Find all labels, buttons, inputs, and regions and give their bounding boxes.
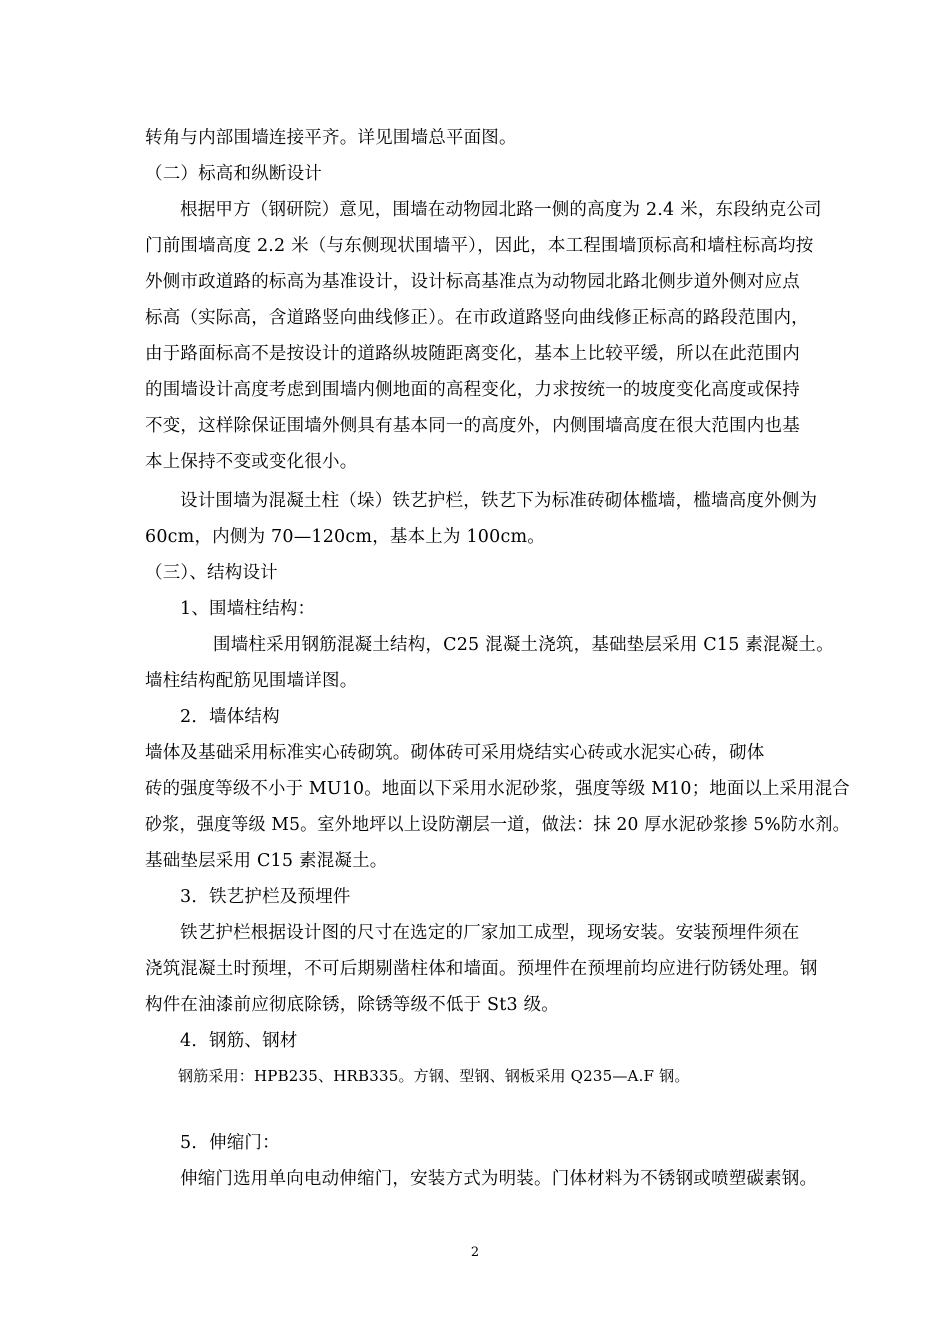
subheading-wall-structure: 2．墙体结构: [180, 707, 280, 727]
text-line: 标高（实际高，含道路竖向曲线修正）。在市政道路竖向曲线修正标高的路段范围内，: [145, 308, 809, 328]
text-line: 设计围墙为混凝土柱（垛）铁艺护栏，铁艺下为标准砖砌体槛墙，槛墙高度外侧为: [180, 491, 818, 511]
text-line: 转角与内部围墙连接平齐。详见围墙总平面图。: [145, 128, 517, 148]
section-heading-elevation: （二）标高和纵断设计: [145, 164, 322, 184]
text-line: 由于路面标高不是按设计的道路纵坡随距离变化，基本上比较平缓，所以在此范围内: [145, 344, 800, 364]
subheading-rebar-steel: 4．钢筋、钢材: [180, 1031, 298, 1051]
text-line: 本上保持不变或变化很小。: [145, 452, 358, 472]
section-heading-structure: （三）、结构设计: [145, 563, 278, 583]
text-line: 外侧市政道路的标高为基准设计，设计标高基准点为动物园北路北侧步道外侧对应点: [145, 272, 800, 292]
text-line: 墙柱结构配筋见围墙详图。: [145, 671, 358, 691]
subheading-column-structure: 1、围墙柱结构：: [180, 599, 316, 619]
text-line: 的围墙设计高度考虑到围墙内侧地面的高程变化，力求按统一的坡度变化高度或保持: [145, 380, 800, 400]
text-line: 浇筑混凝土时预埋，不可后期剔凿柱体和墙面。预埋件在预埋前均应进行防锈处理。钢: [145, 959, 818, 979]
subheading-retractable-gate: 5．伸缩门：: [180, 1133, 280, 1153]
text-line: 铁艺护栏根据设计图的尺寸在选定的厂家加工成型，现场安装。安装预埋件须在: [180, 923, 800, 943]
text-line: 砂浆，强度等级 M5。室外地坪以上设防潮层一道，做法：抹 20 厚水泥砂浆掺 5%防水剂。: [145, 815, 850, 835]
page-number: 2: [470, 1245, 480, 1260]
subheading-iron-railing: 3．铁艺护栏及预埋件: [180, 887, 351, 907]
text-line: 不变，这样除保证围墙外侧具有基本同一的高度外，内侧围墙高度在很大范围内也基: [145, 416, 800, 436]
text-line: 墙体及基础采用标准实心砖砌筑。砌体砖可采用烧结实心砖或水泥实心砖，砌体: [145, 743, 765, 763]
text-line: 60cm，内侧为 70—120cm，基本上为 100cm。: [145, 527, 545, 547]
text-line: 构件在油漆前应彻底除锈，除锈等级不低于 St3 级。: [145, 995, 559, 1015]
text-line: 砖的强度等级不小于 MU10。地面以下采用水泥砂浆，强度等级 M10；地面以上采用混合: [145, 779, 850, 799]
text-line: 基础垫层采用 C15 素混凝土。: [145, 851, 388, 871]
text-line: 围墙柱采用钢筋混凝土结构，C25 混凝土浇筑，基础垫层采用 C15 素混凝土。: [213, 635, 834, 655]
text-line: 钢筋采用：HPB235、HRB335。方钢、型钢、钢板采用 Q235—A.F 钢。: [178, 1067, 690, 1085]
text-line: 伸缩门选用单向电动伸缩门，安装方式为明装。门体材料为不锈钢或喷塑碳素钢。: [180, 1169, 818, 1189]
text-line: 根据甲方（钢研院）意见，围墙在动物园北路一侧的高度为 2.4 米，东段纳克公司: [180, 200, 822, 220]
text-line: 门前围墙高度 2.2 米（与东侧现状围墙平），因此，本工程围墙顶标高和墙柱标高均按: [145, 236, 814, 256]
